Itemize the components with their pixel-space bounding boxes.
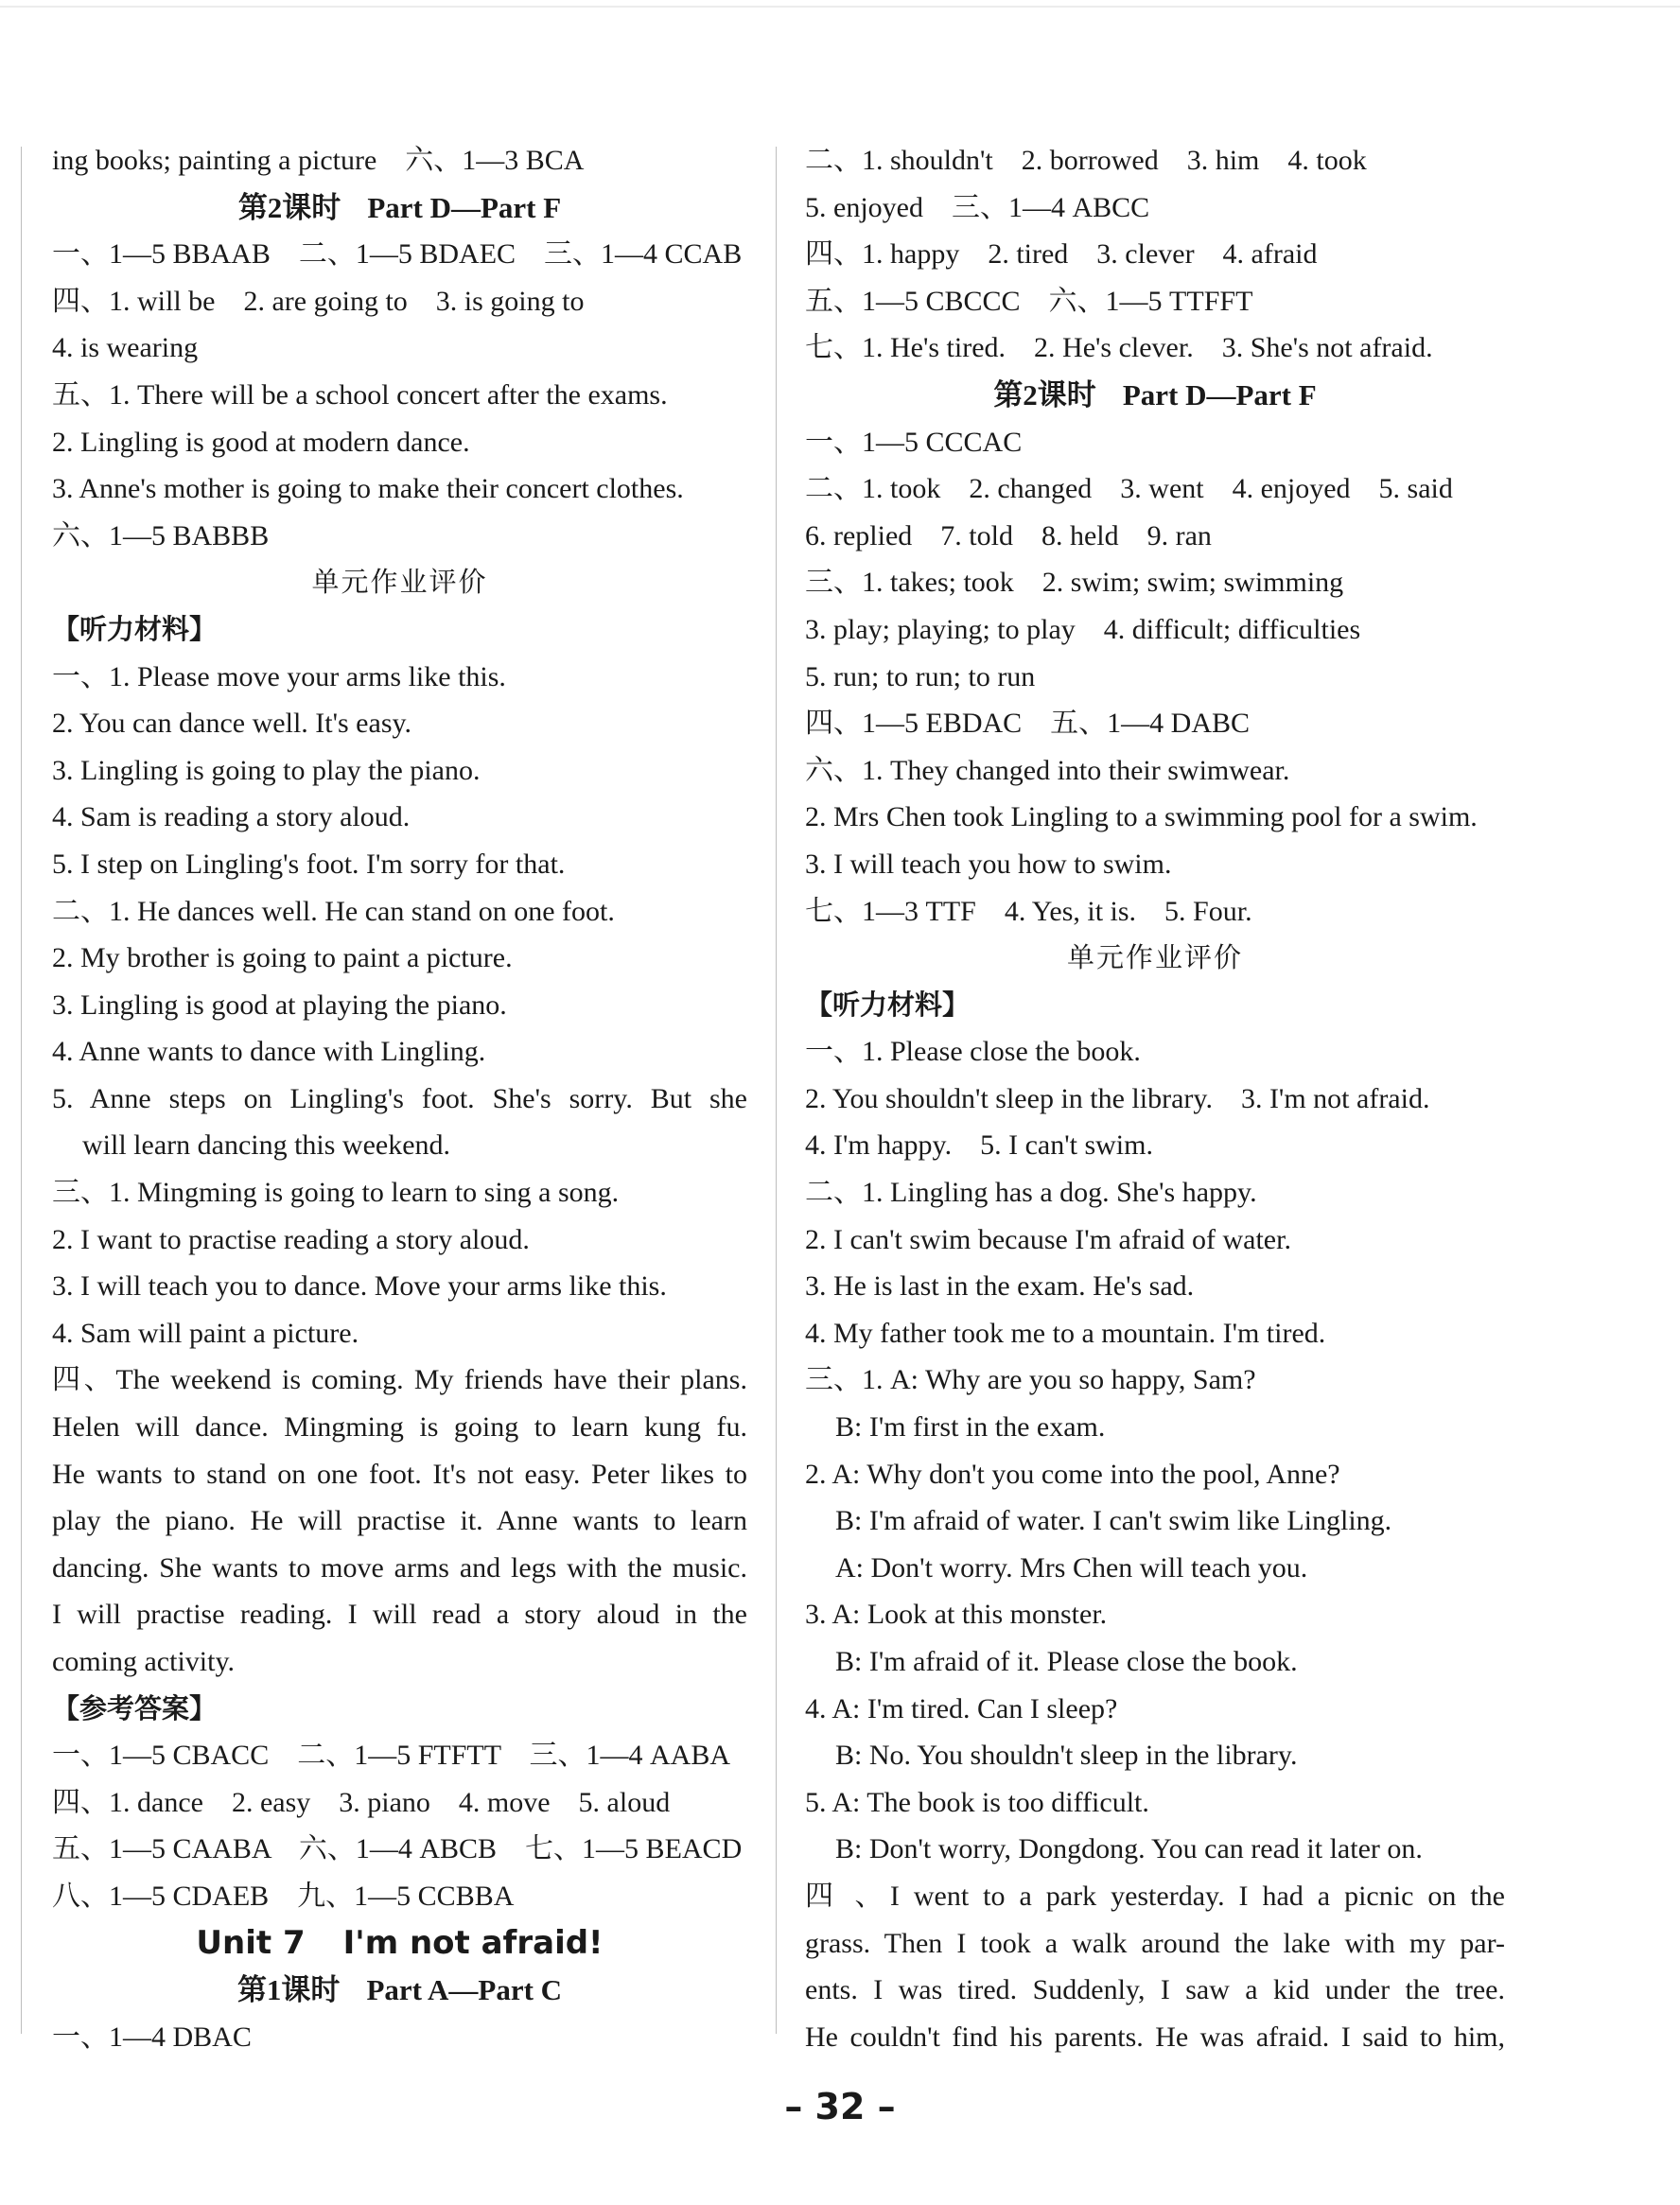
text-line: He couldn't find his parents. He was afraid. I said to him, [805, 2021, 1505, 2053]
text-line: ents. I was tired. Suddenly, I saw a kid under the tree. [805, 1974, 1505, 2006]
lesson-heading [52, 184, 747, 232]
text-line: 2. Lingling is good at modern dance. [52, 426, 470, 458]
right-column [805, 137, 1505, 2060]
text-line: 四、1. happy 2. tired 3. clever 4. afraid [805, 238, 1318, 271]
text-line: 2. You can dance well. It's easy. [52, 708, 412, 740]
text-line: 一、1. Please close the book. [805, 1036, 1141, 1068]
section-title: 单元作业评价 [1066, 941, 1243, 974]
text-line: B: I'm afraid of water. I can't swim like Lingling. [835, 1505, 1392, 1537]
text-line: 五、1—5 CBCCC 六、1—5 TTFFT [805, 285, 1253, 317]
text-line: 三、1. Mingming is going to learn to sing a song. [52, 1177, 620, 1209]
text-line: 四、1. will be 2. are going to 3. is going to [52, 285, 585, 317]
text-line: 七、1. He's tired. 2. He's clever. 3. She's not afraid. [805, 332, 1433, 364]
bracket-heading: 【听力材料】 [805, 988, 971, 1021]
text-line: 二、1. He dances well. He can stand on one foot. [52, 895, 615, 927]
lesson-part: Part D—Part F [367, 190, 562, 224]
page-number: – 32 – [784, 2086, 896, 2127]
column-divider [776, 147, 777, 2034]
text-line: 二、1. Lingling has a dog. She's happy. [805, 1177, 1257, 1209]
text-line: ing books; painting a picture 六、1—3 BCA [52, 145, 585, 176]
unit-title: I'm not afraid! [342, 1923, 604, 1962]
unit-heading [52, 1920, 747, 1968]
left-margin-rule [21, 147, 22, 2034]
text-line: 四、The weekend is coming. My friends have their plans. [52, 1364, 747, 1396]
left-column [52, 137, 747, 2060]
text-line: will learn dancing this weekend. [82, 1129, 451, 1162]
text-line: 三、1. A: Why are you so happy, Sam? [805, 1364, 1256, 1396]
text-line: 4. Sam is reading a story aloud. [52, 801, 411, 833]
text-line: 2. I want to practise reading a story aloud. [52, 1223, 530, 1255]
text-line: 2. I can't swim because I'm afraid of water. [805, 1223, 1291, 1255]
text-line: 六、1. They changed into their swimwear. [805, 754, 1290, 786]
text-line: 2. A: Why don't you come into the pool, Anne? [805, 1458, 1340, 1490]
text-line: He wants to stand on one foot. It's not easy. Peter likes to [52, 1458, 747, 1490]
lesson-part: Part A—Part C [366, 1973, 563, 2007]
text-line: 4. is wearing [52, 332, 199, 364]
text-line: 四 、I went to a park yesterday. I had a picnic on the [805, 1880, 1505, 1912]
text-line: 4. My father took me to a mountain. I'm tired. [805, 1317, 1326, 1349]
text-line: 4. Sam will paint a picture. [52, 1317, 359, 1349]
text-line: 三、1. takes; took 2. swim; swim; swimming [805, 567, 1344, 599]
text-line: 5. run; to run; to run [805, 660, 1036, 692]
text-line: 3. A: Look at this monster. [805, 1599, 1108, 1631]
lesson-label: 第1课时 [236, 1973, 341, 2007]
text-line: 3. play; playing; to play 4. difficult; difficulties [805, 613, 1361, 645]
text-line: 3. I will teach you how to swim. [805, 848, 1172, 880]
text-line: A: Don't worry. Mrs Chen will teach you. [835, 1551, 1308, 1584]
text-line: 六、1—5 BABBB [52, 519, 270, 551]
text-line: 5. enjoyed 三、1—4 ABCC [805, 191, 1150, 223]
text-line: B: I'm first in the exam. [835, 1411, 1106, 1444]
text-line: grass. Then I took a walk around the lake with my par- [805, 1927, 1505, 1959]
text-line: 3. Lingling is good at playing the piano. [52, 989, 507, 1021]
text-line: 4. I'm happy. 5. I can't swim. [805, 1129, 1153, 1162]
text-line: 4. Anne wants to dance with Lingling. [52, 1036, 486, 1068]
bracket-heading: 【听力材料】 [52, 612, 218, 645]
text-line: 一、1—4 DBAC [52, 2021, 252, 2053]
text-line: play the piano. He will practise it. Anne wants to learn [52, 1505, 747, 1537]
text-line: 一、1—5 BBAAB 二、1—5 BDAEC 三、1—4 CCAB [52, 238, 743, 271]
top-border [0, 6, 1680, 8]
text-line: 五、1. There will be a school concert after the exams. [52, 378, 668, 411]
text-line: 3. Lingling is going to play the piano. [52, 754, 481, 786]
text-line: coming activity. [52, 1646, 236, 1677]
text-line: 七、1—3 TTF 4. Yes, it is. 5. Four. [805, 895, 1252, 927]
text-line: dancing. She wants to move arms and legs with the music. [52, 1551, 747, 1584]
text-line: 5. A: The book is too difficult. [805, 1786, 1149, 1818]
text-line: 4. A: I'm tired. Can I sleep? [805, 1692, 1118, 1724]
text-line: 一、1. Please move your arms like this. [52, 660, 506, 692]
text-line: 五、1—5 CAABA 六、1—4 ABCB 七、1—5 BEACD [52, 1833, 743, 1865]
lesson-label: 第2课时 [237, 190, 341, 224]
text-line: 一、1—5 CBACC 二、1—5 FTFTT 三、1—4 AABA [52, 1740, 731, 1772]
lesson-heading [805, 372, 1505, 419]
text-line: 3. He is last in the exam. He's sad. [805, 1270, 1195, 1303]
text-line: 6. replied 7. told 8. held 9. ran [805, 519, 1212, 551]
bracket-heading: 【参考答案】 [52, 1691, 218, 1724]
text-line: I will practise reading. I will read a story aloud in the [52, 1599, 747, 1631]
text-line: B: No. You shouldn't sleep in the library. [835, 1740, 1298, 1772]
text-line: 二、1. took 2. changed 3. went 4. enjoyed 5. said [805, 473, 1453, 505]
text-line: B: Don't worry, Dongdong. You can read it later on. [835, 1833, 1423, 1865]
text-line: 3. Anne's mother is going to make their concert clothes. [52, 473, 684, 505]
text-line: Helen will dance. Mingming is going to learn kung fu. [52, 1411, 747, 1444]
unit-number: Unit 7 [196, 1923, 306, 1962]
lesson-label: 第2课时 [993, 377, 1096, 411]
text-line: 四、1—5 EBDAC 五、1—4 DABC [805, 708, 1251, 740]
text-line: 2. My brother is going to paint a picture. [52, 942, 513, 974]
text-line: B: I'm afraid of it. Please close the book. [835, 1646, 1298, 1677]
text-line: 5. Anne steps on Lingling's foot. She's sorry. But she [52, 1082, 747, 1114]
text-line: 四、1. dance 2. easy 3. piano 4. move 5. aloud [52, 1786, 671, 1818]
text-line: 八、1—5 CDAEB 九、1—5 CCBBA [52, 1880, 515, 1912]
text-line: 2. You shouldn't sleep in the library. 3. I'm not afraid. [805, 1082, 1430, 1114]
text-line: 二、1. shouldn't 2. borrowed 3. him 4. took [805, 145, 1367, 176]
lesson-heading [52, 1967, 747, 2014]
text-line: 5. I step on Lingling's foot. I'm sorry for that. [52, 848, 566, 880]
text-line: 3. I will teach you to dance. Move your arms like this. [52, 1270, 667, 1303]
section-title: 单元作业评价 [311, 566, 488, 599]
text-line: 2. Mrs Chen took Lingling to a swimming pool for a swim. [805, 801, 1478, 833]
text-line: 一、1—5 CCCAC [805, 426, 1023, 458]
lesson-part: Part D—Part F [1122, 377, 1317, 411]
